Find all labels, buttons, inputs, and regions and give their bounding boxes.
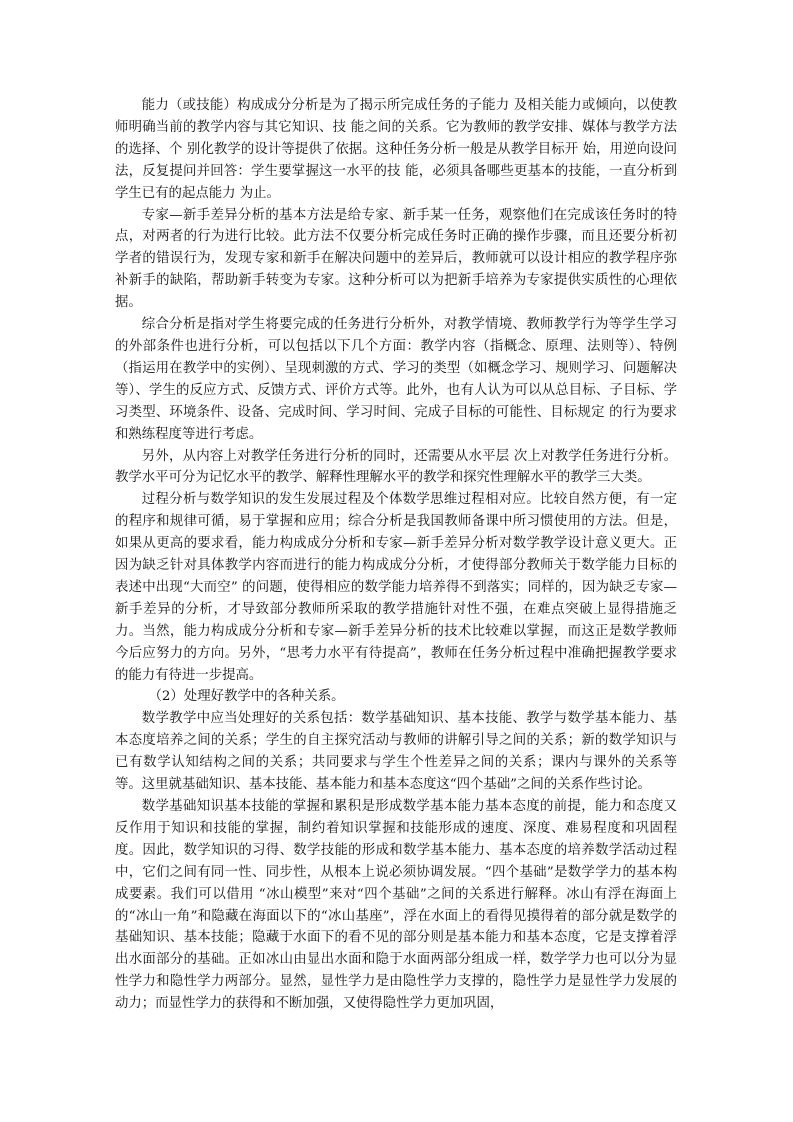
paragraph-comprehensive-analysis: 综合分析是指对学生将要完成的任务进行分析外，对教学情境、教师教学行为等学生学习的外部条件也进行分析，可以包括以下几个方面：教学内容（指概念、原理、法则等）、特例（指运用在教学中的实例）、呈现刺激的方式、学习的类型（如概念学习、规则学习、问题解决等）、学生的反应方式、反馈方式、评价方式等。此外，也有人认为可以从总目标、子目标、学习类型、环境条件、设备、完成时间、学习时间、完成子目标的可能性、目标规定 的行为要求和熟练程度等进行考虑。	[115, 317, 677, 442]
paragraph-ability-analysis: 能力（或技能）构成成分分析是为了揭示所完成任务的子能力 及相关能力或倾向，以使教师明确当前的教学内容与其它知识、技 能之间的关系。它为教师的教学安排、媒体与教学方法的选择、个 别化教学的设计等提供了依据。这种任务分析一般是从教学目标开 始，用逆向设问法，反复提问并回答：学生要掌握这一水平的技 能，必须具备哪些更基本的技能，一直分析到学生已有的起点能力 为止。	[115, 98, 677, 201]
paragraph-expert-novice: 专家—新手差异分析的基本方法是给专家、新手某一任务，观察他们在完成该任务时的特点，对两者的行为进行比较。此方法不仅要分析完成任务时正确的操作步骤，而且还要分析初学者的错误行为，发现专家和新手在解决问题中的差异后，教师就可以设计相应的教学程序弥补新手的缺陷，帮助新手转变为专家。这种分析可以为把新手培养为专家提供实质性的心理依据。	[115, 207, 677, 311]
section-heading: （2）处理好教学中的各种关系。	[148, 689, 345, 705]
paragraph-teaching-levels: 另外，从内容上对教学任务进行分析的同时，还需要从水平层 次上对教学任务进行分析。教学水平可分为记忆水平的教学、解释性理解水平的教学和探究性理解水平的教学三大类。	[115, 448, 677, 486]
paragraph-four-foundations: 数学基础知识基本技能的掌握和累积是形成数学基本能力基本态度的前提，能力和态度又反作用于知识和技能的掌握，制约着知识掌握和技能形成的速度、深度、难易程度和巩固程度。因此，数学知识的习得、数学技能的形成和数学基本能力、基本态度的培养数学活动过程中，它们之间有同一性、同步性，从根本上说必须协调发展。“四个基础”是数学学力的基本构成要素。我们可以借用 “冰山模型”来对“四个基础”之间的关系进行解释。冰山有浮在海面上的“冰山一角”和隐藏在海面以下的“冰山基座”，浮在水面上的看得见摸得着的部分就是数学的基础知识、基本技能；隐藏于水面下的看不见的部分则是基本能力和基本态度，它是支撑着浮出水面部分的基础。正如冰山由显出水面和隐于水面两部分组成一样，数学学力也可以分为显性学力和隐性学力两部分。显然，显性学力是由隐性学力支撑的，隐性学力是显性学力发展的动力；而显性学力的获得和不断加强，又使得隐性学力更加巩固，	[115, 799, 677, 1012]
document-body	[115, 95, 677, 1015]
paragraph-relationships: 数学教学中应当处理好的关系包括：数学基础知识、基本技能、教学与数学基本能力、基本态度培养之间的关系；学生的自主探究活动与教师的讲解引导之间的关系；新的数学知识与已有数学认知结构之间的关系；共同要求与学生个性差异之间的关系；课内与课外的关系等等。这里就基础知识、基本技能、基本能力和基本态度这“四个基础”之间的关系作些讨论。	[115, 711, 677, 793]
paragraph-process-analysis: 过程分析与数学知识的发生发展过程及个体数学思维过程相对应。比较自然方便，有一定的程序和规律可循，易于掌握和应用；综合分析是我国教师备课中所习惯使用的方法。但是，如果从更高的要求看，能力构成成分分析和专家—新手差异分析对数学教学设计意义更大。正因为缺乏针对具体教学内容而进行的能力构成成分分析，才使得部分教师关于数学能力目标的表述中出现“大而空” 的问题，使得相应的数学能力培养得不到落实；同样的，因为缺乏专家—新手差异的分析，才导致部分教师所采取的教学措施针对性不强，在难点突破上显得措施乏力。当然，能力构成成分分析和专家—新手差异分析的技术比较难以掌握，而这正是数学教师今后应努力的方向。另外，“思考力水平有待提高”，教师在任务分析过程中准确把握教学要求的能力有待进一步提高。	[115, 492, 677, 683]
